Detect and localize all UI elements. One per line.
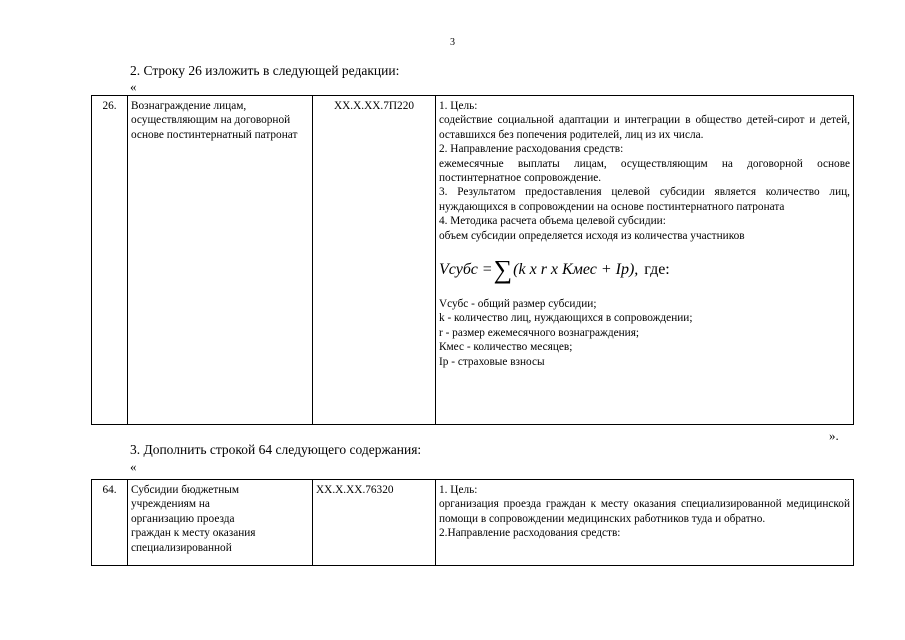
definition-line: r - размер ежемесячного вознаграждения; [439, 326, 640, 339]
row-code: ХХ.Х.ХХ.76320 [313, 480, 436, 566]
table-row-64 [91, 479, 854, 566]
page-number: 3 [450, 37, 455, 48]
desc-line: содействие социальной адаптации и интеграции в общество детей-сирот и детей, оставшихся без попечения родителей, лиц из их числа. [439, 114, 850, 141]
open-quote-2: « [130, 459, 137, 474]
row-name-line: Субсидии бюджетным [131, 484, 239, 496]
row-name-line: учреждениям на [131, 498, 210, 511]
desc-line: 1. Цель: [439, 484, 478, 496]
row-description [436, 96, 854, 425]
row-number: 26. [92, 96, 128, 425]
definition-line: Ip - страховые взносы [439, 355, 545, 368]
definition-line: k - количество лиц, нуждающихся в сопровождении; [439, 312, 693, 325]
row-code: ХХ.Х.ХХ.7П220 [313, 96, 436, 425]
section-heading-1: 2. Строку 26 изложить в следующей редакции: [130, 63, 400, 78]
row-name: Вознаграждение лицам, осуществляющим на договорной основе постинтернатный патронат [128, 96, 313, 425]
row-name-line: граждан к месту оказания [131, 527, 256, 540]
desc-line: 2.Направление расходования средств: [439, 527, 621, 540]
desc-line: ежемесячные выплаты лицам, осуществляющим на договорной основе постинтернатное сопровождение. [439, 157, 850, 185]
open-quote-1: « [130, 79, 137, 94]
row-name-line: организацию проезда [131, 512, 235, 525]
desc-line: 2. Направление расходования средств: [439, 143, 624, 156]
definition-line: Vсубс - общий размер субсидии; [439, 298, 597, 311]
row-name-line: специализированной [131, 541, 232, 554]
formula-suffix: где: [644, 260, 670, 278]
desc-line: организация проезда граждан к месту оказания специализированной медицинской помощи в сопровождении медицинских работников туда и обратно. [439, 498, 850, 525]
desc-line: 3. Результатом предоставления целевой субсидии является количество лиц, нуждающихся в сопровождении на основе постинтернатного патроната [439, 186, 850, 213]
row-name [128, 480, 313, 566]
desc-line: объем субсидии определяется исходя из количества участников [439, 229, 745, 242]
desc-line: 1. Цель: [439, 100, 478, 112]
formula-lhs: Vсубс = [439, 260, 493, 278]
sum-symbol: ∑ [493, 255, 513, 285]
definition-line: Кмес - количество месяцев; [439, 341, 573, 354]
table-row-26 [91, 95, 854, 425]
row-description [436, 480, 854, 566]
section-heading-2: 3. Дополнить строкой 64 следующего содержания: [130, 442, 422, 457]
formula-body: (k x r x Кмес + Ip), [513, 260, 639, 278]
close-quote-1: ». [829, 428, 839, 443]
desc-line: 4. Методика расчета объема целевой субсидии: [439, 215, 666, 228]
subsidy-formula [439, 243, 850, 297]
row-number: 64. [92, 480, 128, 566]
